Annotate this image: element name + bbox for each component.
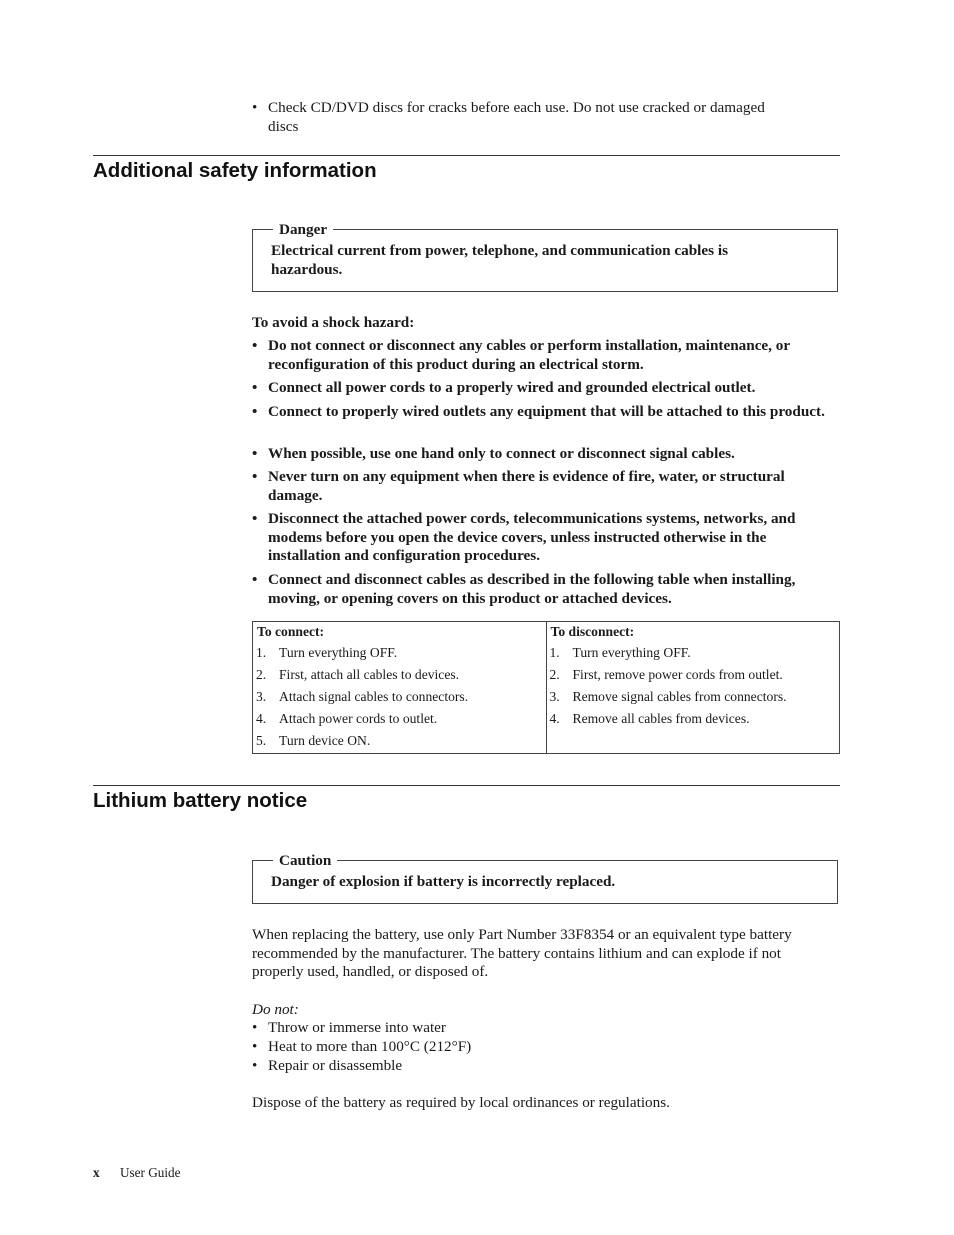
table-row: 2. First, attach all cables to devices. bbox=[256, 667, 460, 682]
top-bullet bbox=[252, 99, 792, 136]
list-item: • Connect and disconnect cables as described in the following table when installing, moving, or opening covers on this product or attached devices. bbox=[252, 571, 842, 608]
table-row: 3. Remove signal cables from connectors. bbox=[549, 689, 787, 704]
table-row: 4. Attach power cords to outlet. bbox=[256, 711, 438, 726]
caution-title: Caution bbox=[273, 852, 337, 870]
list-item-text: Connect to properly wired outlets any equipment that will be attached to this product. bbox=[268, 403, 825, 420]
do-not-label: Do not: bbox=[252, 1001, 299, 1018]
table-row: 1. Turn everything OFF. bbox=[549, 645, 691, 660]
table-row: 4. Remove all cables from devices. bbox=[549, 711, 750, 726]
table-row: 2. First, remove power cords from outlet. bbox=[549, 667, 783, 682]
disconnect-header: To disconnect: bbox=[550, 624, 635, 639]
step-text: Attach power cords to outlet. bbox=[279, 711, 438, 726]
list-item-text: When possible, use one hand only to connect or disconnect signal cables. bbox=[268, 445, 735, 462]
shock-intro: To avoid a shock hazard: bbox=[252, 314, 415, 331]
battery-paragraph: When replacing the battery, use only Part Number 33F8354 or an equivalent type battery recommended by the manufacturer. The battery contains lithium and can explode if not properly used, handled, or disposed of. bbox=[252, 926, 792, 981]
step-text: Remove all cables from devices. bbox=[572, 711, 750, 726]
footer-title: User Guide bbox=[120, 1165, 181, 1180]
list-item: • Disconnect the attached power cords, telecommunications systems, networks, and modems before you open the device covers, unless instructed otherwise in the installation and configuration procedures. bbox=[252, 510, 842, 566]
disconnect-column bbox=[546, 622, 840, 754]
table-row: 5. Turn device ON. bbox=[256, 733, 371, 748]
step-text: Turn device ON. bbox=[279, 733, 371, 748]
list-item: • Throw or immerse into water bbox=[252, 1019, 842, 1038]
list-item-text: Throw or immerse into water bbox=[268, 1019, 446, 1036]
list-item-text: Repair or disassemble bbox=[268, 1057, 403, 1074]
danger-text: Electrical current from power, telephone, and communication cables is hazardous. bbox=[271, 242, 728, 278]
list-item-text: Connect and disconnect cables as described in the following table when installing, moving, or opening covers on this product or attached devices. bbox=[268, 571, 796, 607]
list-item: • Repair or disassemble bbox=[252, 1057, 842, 1076]
danger-box bbox=[252, 221, 838, 292]
list-item: • Connect to properly wired outlets any equipment that will be attached to this product. bbox=[252, 403, 842, 422]
dispose-text: Dispose of the battery as required by local ordinances or regulations. bbox=[252, 1094, 670, 1111]
list-item: • Connect all power cords to a properly wired and grounded electrical outlet. bbox=[252, 379, 842, 398]
list-item: • Never turn on any equipment when there is evidence of fire, water, or structural damage. bbox=[252, 468, 792, 505]
step-text: Turn everything OFF. bbox=[279, 645, 398, 660]
danger-title: Danger bbox=[273, 221, 333, 239]
connect-disconnect-table bbox=[252, 621, 840, 754]
list-item-text: Never turn on any equipment when there is evidence of fire, water, or structural damage. bbox=[268, 468, 785, 504]
list-item-text: Heat to more than 100°C (212°F) bbox=[268, 1038, 472, 1055]
step-text: First, attach all cables to devices. bbox=[279, 667, 460, 682]
table-row: 1. Turn everything OFF. bbox=[256, 645, 398, 660]
caution-text: Danger of explosion if battery is incorrectly replaced. bbox=[271, 873, 616, 890]
section-rule bbox=[93, 155, 840, 156]
list-item-text: Do not connect or disconnect any cables or perform installation, maintenance, or reconfiguration of this product during an electrical storm. bbox=[268, 337, 790, 373]
connect-header: To connect: bbox=[257, 624, 325, 639]
list-item-text: Disconnect the attached power cords, telecommunications systems, networks, and modems before you open the device covers, unless instructed otherwise in the installation and configuration procedures. bbox=[268, 510, 796, 565]
section-rule bbox=[93, 785, 840, 786]
top-bullet-text: Check CD/DVD discs for cracks before each use. Do not use cracked or damaged discs bbox=[268, 99, 765, 135]
step-text: Attach signal cables to connectors. bbox=[279, 689, 469, 704]
step-text: Remove signal cables from connectors. bbox=[572, 689, 787, 704]
bullet-dot: • bbox=[252, 99, 258, 116]
list-item: • Heat to more than 100°C (212°F) bbox=[252, 1038, 842, 1057]
list-item-text: Connect all power cords to a properly wired and grounded electrical outlet. bbox=[268, 379, 756, 396]
caution-box bbox=[252, 852, 838, 904]
step-text: Turn everything OFF. bbox=[572, 645, 691, 660]
page-number: x bbox=[93, 1165, 100, 1180]
list-item: • Do not connect or disconnect any cables or perform installation, maintenance, or reconfiguration of this product during an electrical storm. bbox=[252, 337, 842, 374]
section-heading-safety: Additional safety information bbox=[93, 159, 377, 182]
section-heading-battery: Lithium battery notice bbox=[93, 789, 308, 812]
table-row: 3. Attach signal cables to connectors. bbox=[256, 689, 469, 704]
list-item: • When possible, use one hand only to connect or disconnect signal cables. bbox=[252, 445, 842, 464]
step-text: First, remove power cords from outlet. bbox=[572, 667, 783, 682]
connect-column bbox=[253, 622, 547, 754]
